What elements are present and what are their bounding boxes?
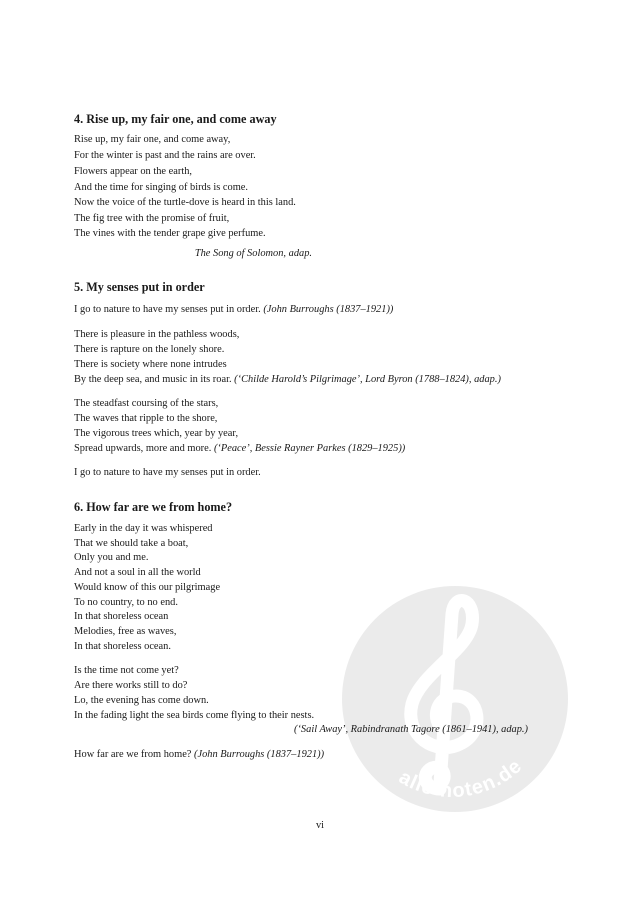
intro-line [74, 304, 393, 316]
intro-text: I go to nature to have my senses put in order. [74, 304, 264, 315]
watermark-logo [340, 584, 570, 814]
verse-line: The vigorous trees which, year by year, [74, 428, 239, 439]
verse-line: There is pleasure in the pathless woods, [74, 329, 240, 340]
verse-line: Lo, the evening has come down. [74, 695, 209, 706]
verse-line: And not a soul in all the world [74, 567, 201, 578]
outro-line [74, 749, 324, 761]
section-6-attribution: (‘Sail Away’, Rabindranath Tagore (1861–1941), adap.) [294, 724, 528, 735]
verse-attribution: (‘Peace’, Bessie Rayner Parkes (1829–1925)) [213, 443, 406, 454]
verse-text: By the deep sea, and music in its roar. [74, 374, 235, 385]
verse-line: For the winter is past and the rains are over. [74, 150, 256, 161]
verse-line: The fig tree with the promise of fruit, [74, 213, 230, 224]
verse-line-with-attribution [74, 374, 501, 386]
verse-attribution: (‘Childe Harold’s Pilgrimage’, Lord Byron (1788–1824), adap.) [234, 374, 501, 385]
verse-line: Is the time not come yet? [74, 665, 179, 676]
verse-line: Flowers appear on the earth, [74, 166, 193, 177]
verse-line: Only you and me. [74, 552, 149, 563]
verse-line: And the time for singing of birds is come. [74, 182, 249, 193]
verse-line: In that shoreless ocean. [74, 641, 171, 652]
verse-line: The vines with the tender grape give perfume. [74, 228, 266, 239]
outro-text: How far are we from home? [74, 749, 195, 760]
verse-line: The waves that ripple to the shore, [74, 413, 218, 424]
verse-line: Would know of this our pilgrimage [74, 582, 221, 593]
section-6-heading: 6. How far are we from home? [74, 500, 233, 514]
verse-line: There is rapture on the lonely shore. [74, 344, 225, 355]
verse-line: Are there works still to do? [74, 680, 188, 691]
verse-line: The steadfast coursing of the stars, [74, 398, 219, 409]
verse-line: To no country, to no end. [74, 597, 178, 608]
section-4-heading: 4. Rise up, my fair one, and come away [74, 112, 277, 126]
page-number: vi [315, 820, 325, 831]
verse-line: Rise up, my fair one, and come away, [74, 134, 231, 145]
watermark-text: alle-noten.de [395, 754, 527, 803]
outro-attribution: (John Burroughs (1837–1921)) [194, 749, 325, 760]
verse-line: That we should take a boat, [74, 538, 189, 549]
outro-line: I go to nature to have my senses put in order. [74, 467, 261, 478]
section-5-heading: 5. My senses put in order [74, 280, 205, 294]
verse-line: In the fading light the sea birds come flying to their nests. [74, 710, 315, 721]
verse-line: In that shoreless ocean [74, 611, 169, 622]
verse-line-with-attribution [74, 443, 405, 455]
verse-line: Melodies, free as waves, [74, 626, 177, 637]
verse-line: There is society where none intrudes [74, 359, 227, 370]
verse-text: Spread upwards, more and more. [74, 443, 214, 454]
section-4-attribution: The Song of Solomon, adap. [194, 248, 312, 259]
verse-line: Now the voice of the turtle-dove is heard in this land. [74, 197, 296, 208]
verse-line: Early in the day it was whispered [74, 523, 213, 534]
intro-attribution: (John Burroughs (1837–1921)) [263, 304, 394, 315]
